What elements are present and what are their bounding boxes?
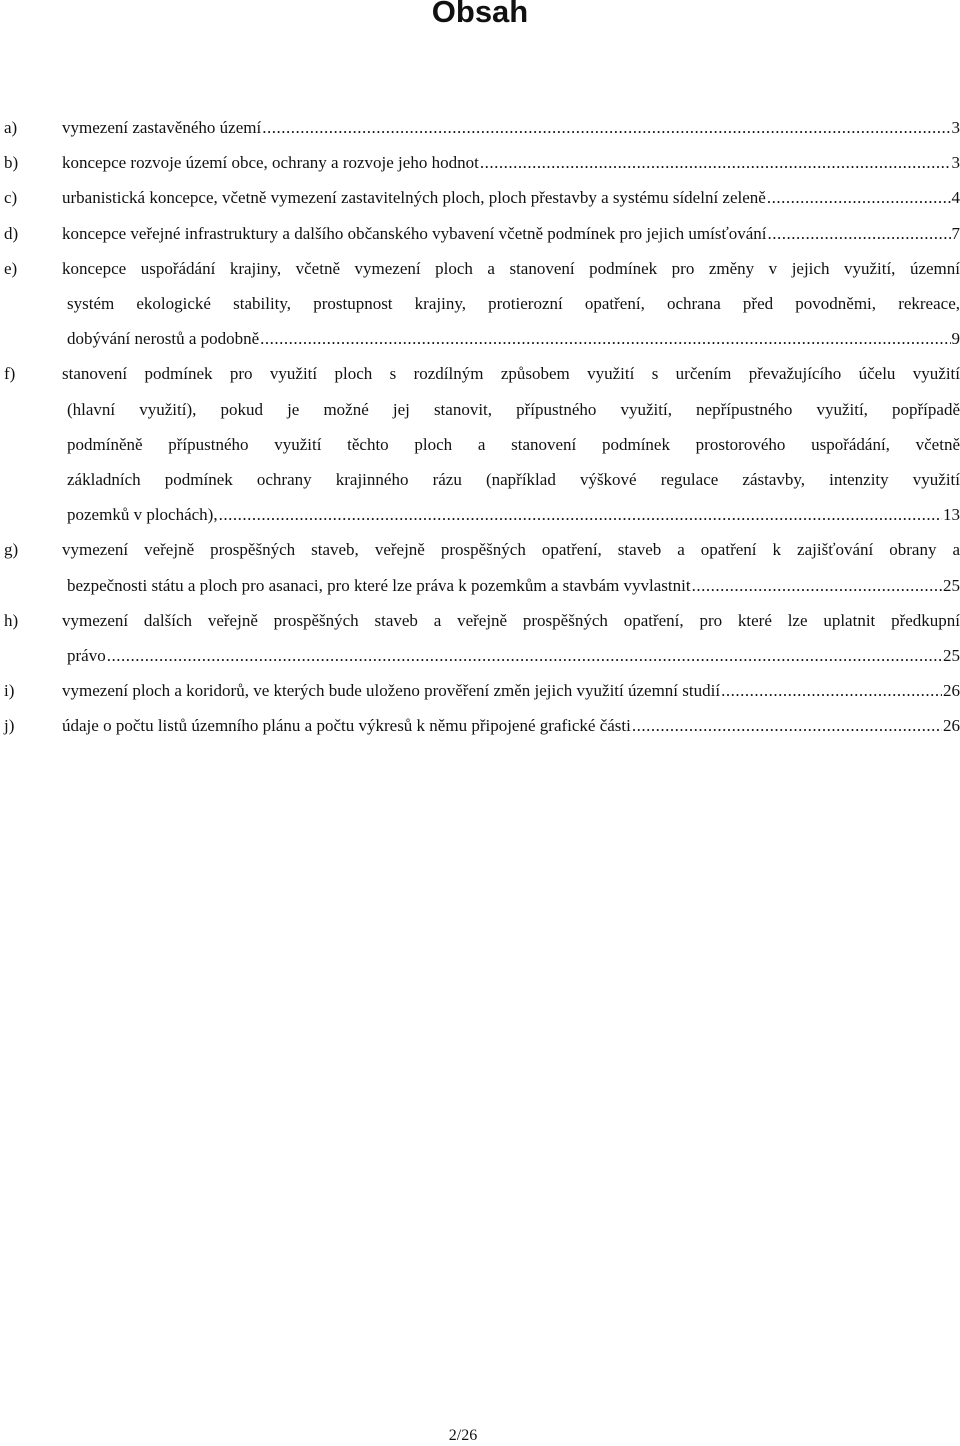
toc-entry-final-line xyxy=(62,145,960,180)
toc-entry[interactable] xyxy=(0,532,960,602)
toc-entry-text xyxy=(62,356,960,532)
toc-entry-line: vymezení veřejně prospěšných staveb, veřejně prospěšných opatření, staveb a opatření k zajišťování obrany a xyxy=(62,540,960,560)
toc-entry-text xyxy=(62,110,960,145)
toc-entry-final-line xyxy=(62,673,960,708)
toc-entry[interactable] xyxy=(0,216,960,251)
toc-entry-title-end: údaje o počtu listů územního plánu a počtu výkresů k němu připojené grafické části xyxy=(62,716,631,736)
toc-entry-text xyxy=(62,251,960,357)
dot-leader xyxy=(768,216,951,251)
toc-entry-line: vymezení dalších veřejně prospěšných staveb a veřejně prospěšných opatření, pro které lze uplatnit předkupní xyxy=(62,610,960,630)
toc-entry-letter: b) xyxy=(4,153,19,173)
toc-entry-title-end: dobývání nerostů a podobně xyxy=(67,329,260,349)
toc-entry-letter: f) xyxy=(4,364,16,384)
toc-entry-final-line xyxy=(62,110,960,145)
toc-entry-line: koncepce uspořádání krajiny, včetně vymezení ploch a stanovení podmínek pro změny v jejich využití, územní xyxy=(62,258,960,278)
toc-entry-text xyxy=(62,180,960,215)
toc-entry[interactable] xyxy=(0,708,960,743)
toc-entry[interactable] xyxy=(0,145,960,180)
toc-page-number: 26 xyxy=(943,716,960,736)
toc-entry[interactable] xyxy=(0,673,960,708)
toc-entry-letter: a) xyxy=(4,118,18,137)
toc-entry-line: podmíněně přípustného využití těchto ploch a stanovení podmínek prostorového uspořádání, včetně xyxy=(67,434,960,454)
toc-entry-text xyxy=(62,603,960,673)
toc-entry-letter: j) xyxy=(4,716,15,736)
toc-page-number: 25 xyxy=(943,575,960,595)
toc-entry-final-line xyxy=(62,568,960,603)
toc-page-number: 9 xyxy=(951,329,960,349)
toc-entry-title-end: urbanistická koncepce, včetně vymezení zastavitelných ploch, ploch přestavby a systému sídelní zeleně xyxy=(62,188,766,208)
dot-leader xyxy=(107,638,942,673)
toc-entry-letter: i) xyxy=(4,681,15,701)
toc-page-number: 25 xyxy=(943,646,960,666)
toc-entry[interactable] xyxy=(0,603,960,673)
toc-entry-line: základních podmínek ochrany krajinného rázu (například výškové regulace zástavby, intenzity využití xyxy=(67,470,960,490)
toc-entry-final-line xyxy=(62,321,960,356)
toc-entry-line: systém ekologické stability, prostupnost krajiny, protierozní opatření, ochrana před povodněmi, rekreace, xyxy=(67,294,960,314)
toc-entry-title-end: vymezení ploch a koridorů, ve kterých bude uloženo prověření změn jejich využití územní studií xyxy=(62,681,721,701)
toc-entry-text xyxy=(62,145,960,180)
toc-page-number: 26 xyxy=(943,681,960,701)
toc-entry-title-end: bezpečnosti státu a ploch pro asanaci, pro které lze práva k pozemkům a stavbám vyvlastnit xyxy=(67,575,691,595)
toc-entry-final-line xyxy=(62,180,960,215)
dot-leader xyxy=(721,673,942,708)
toc-entry-final-line xyxy=(62,638,960,673)
toc-entry-text xyxy=(62,673,960,708)
toc-entry-title-end: pozemků v plochách), xyxy=(67,505,218,525)
toc-entry-line: (hlavní využití), pokud je možné jej stanovit, přípustného využití, nepřípustného využití, popřípadě xyxy=(67,399,960,419)
toc-page-number: 7 xyxy=(951,223,960,243)
page-number: 2/26 xyxy=(448,1427,478,1444)
toc-entry[interactable] xyxy=(0,251,960,357)
toc-page-number: 4 xyxy=(951,188,960,208)
toc-page-number: 3 xyxy=(951,153,960,173)
toc-entry[interactable] xyxy=(0,356,960,532)
dot-leader xyxy=(219,497,942,532)
toc-entry-final-line xyxy=(62,708,960,743)
toc-entry-title-end: koncepce rozvoje území obce, ochrany a rozvoje jeho hodnot xyxy=(62,153,479,173)
toc-entry[interactable] xyxy=(0,110,960,145)
toc-entry-letter: h) xyxy=(4,610,19,630)
dot-leader xyxy=(480,145,951,180)
dot-leader xyxy=(767,180,951,215)
table-of-contents xyxy=(0,110,960,744)
toc-entry-final-line xyxy=(62,497,960,532)
toc-entry-text xyxy=(62,216,960,251)
toc-entry-letter: d) xyxy=(4,223,19,243)
dot-leader xyxy=(692,568,942,603)
toc-page-number: 3 xyxy=(951,118,960,137)
toc-entry-line: stanovení podmínek pro využití ploch s rozdílným způsobem využití s určením převažujícího účelu využití xyxy=(62,364,960,384)
toc-entry-text xyxy=(62,532,960,602)
toc-entry-title-end: koncepce veřejné infrastruktury a dalšího občanského vybavení včetně podmínek pro jejich umísťování xyxy=(62,223,767,243)
toc-page-number: 13 xyxy=(943,505,960,525)
dot-leader xyxy=(260,321,950,356)
toc-entry[interactable] xyxy=(0,180,960,215)
toc-entry-letter: e) xyxy=(4,258,18,278)
dot-leader xyxy=(632,708,942,743)
page-title: Obsah xyxy=(431,0,529,29)
toc-entry-title-end: právo xyxy=(67,646,106,666)
dot-leader xyxy=(262,110,950,145)
toc-entry-letter: c) xyxy=(4,188,18,208)
toc-entry-text xyxy=(62,708,960,743)
toc-entry-title-end: vymezení zastavěného území xyxy=(62,118,262,137)
toc-entry-letter: g) xyxy=(4,540,19,560)
toc-entry-final-line xyxy=(62,216,960,251)
